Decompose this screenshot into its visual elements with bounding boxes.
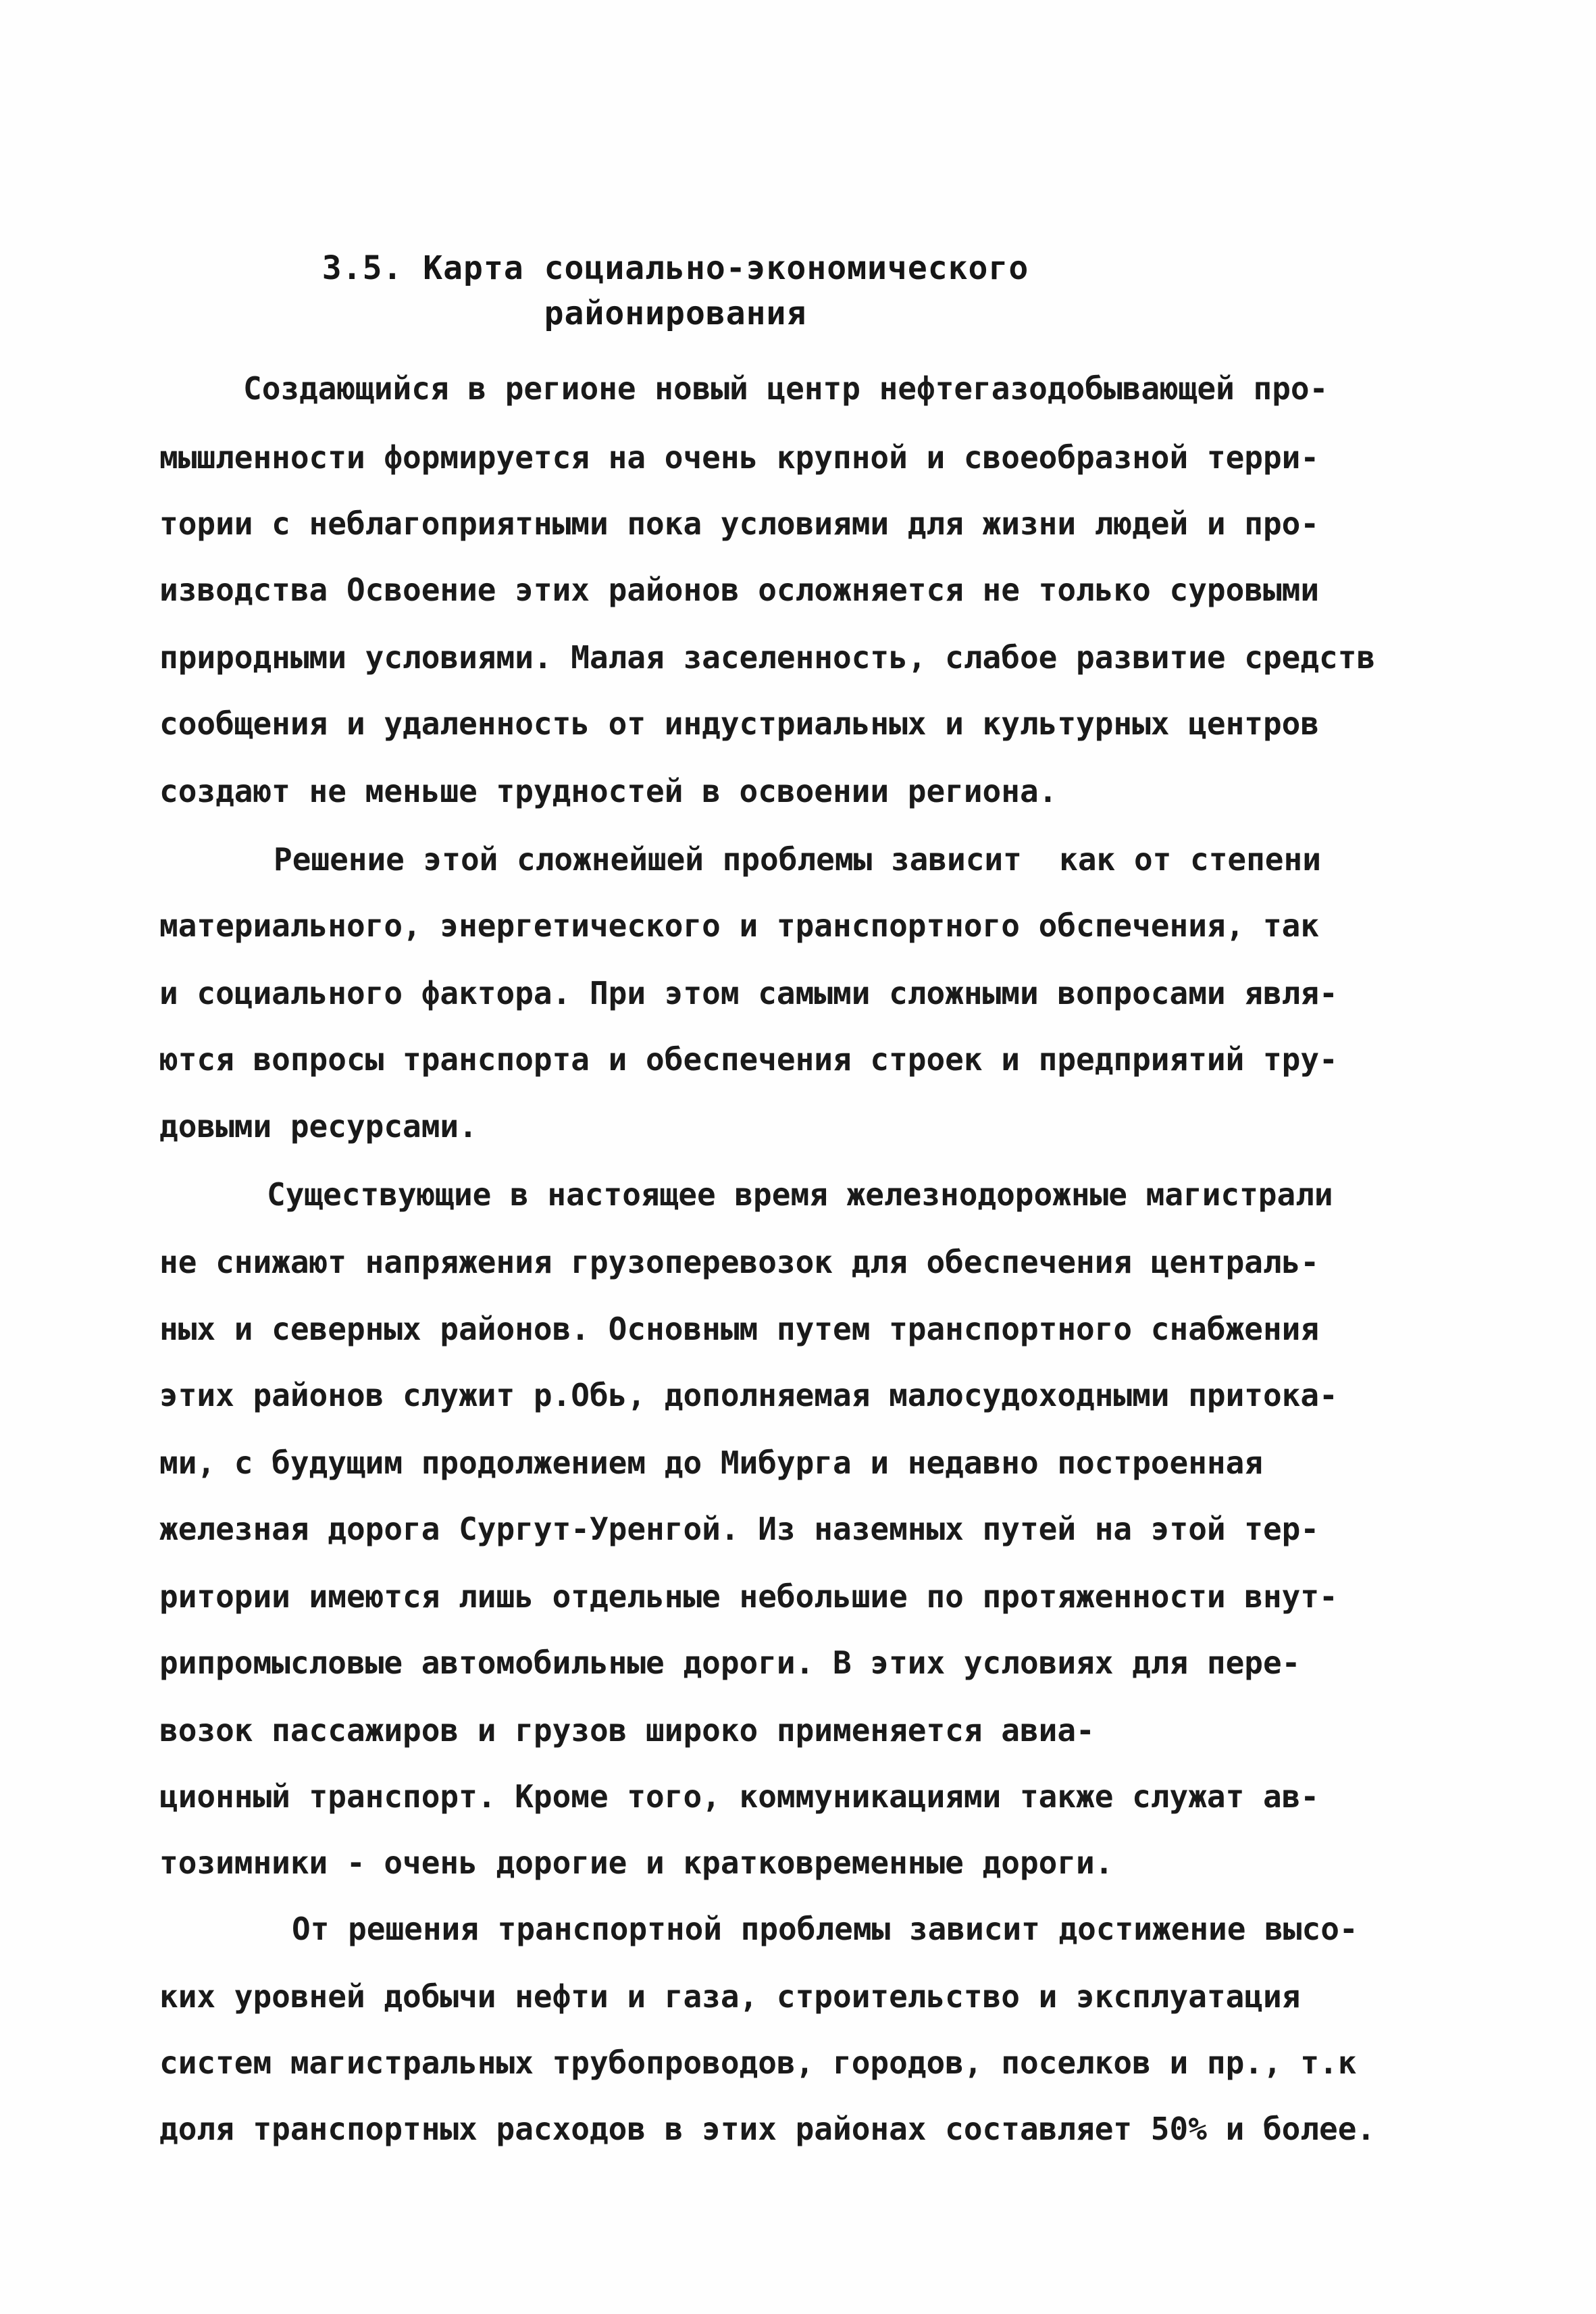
paragraph-line: изводства Освоение этих районов осложняется не только суровыми [159, 572, 1320, 608]
paragraph-line: тории с неблагоприятными пока условиями для жизни людей и про- [159, 505, 1320, 542]
paragraph-line: материального, энергетического и транспортного обспечения, так [159, 907, 1320, 944]
paragraph-line: возок пассажиров и грузов широко применяется авиа- [159, 1712, 1095, 1749]
section-heading-line-2: районирования [544, 295, 807, 332]
paragraph-line: рипромысловые автомобильные дороги. В этих условиях для пере- [159, 1644, 1301, 1681]
paragraph-line: ных и северных районов. Основным путем транспортного снабжения [159, 1311, 1320, 1347]
paragraph-line: железная дорога Сургут-Уренгой. Из наземных путей на этой тер- [159, 1511, 1320, 1547]
paragraph-line: доля транспортных расходов в этих районах составляет 50% и более. [159, 2111, 1376, 2147]
paragraph-line: природными условиями. Малая заселенность, слабое развитие средств [159, 639, 1376, 676]
paragraph-line: мышленности формируется на очень крупной и своеобразной терри- [159, 439, 1320, 476]
paragraph-line: не снижают напряжения грузоперевозок для обеспечения централь- [159, 1244, 1320, 1280]
paragraph-line: ких уровней добычи нефти и газа, строительство и эксплуатация [159, 1978, 1301, 2015]
paragraph-line: ми, с будущим продолжением до Мибурга и недавно построенная [159, 1444, 1263, 1481]
paragraph-line: Создающийся в регионе новый центр нефтегазодобывающей про- [243, 370, 1329, 407]
paragraph-line: создают не меньше трудностей в освоении региона. [159, 773, 1058, 809]
paragraph-line: Существующие в настоящее время железнодорожные магистрали [267, 1176, 1333, 1213]
section-heading-line-1: 3.5. Карта социально-экономического [321, 249, 1029, 287]
paragraph-line: ются вопросы транспорта и обеспечения строек и предприятий тру- [159, 1041, 1338, 1078]
paragraph-line: систем магистральных трубопроводов, городов, поселков и пр., т.к [159, 2044, 1357, 2081]
paragraph-line: тозимники - очень дорогие и кратковременные дороги. [159, 1844, 1114, 1881]
paragraph-line: Решение этой сложнейшей проблемы зависит как от степени [274, 841, 1321, 878]
paragraph-line: ционный транспорт. Кроме того, коммуникациями также служат ав- [159, 1778, 1320, 1815]
paragraph-line: этих районов служит р.Обь, дополняемая малосудоходными притока- [159, 1377, 1338, 1413]
paragraph-line: От решения транспортной проблемы зависит достижение высо- [292, 1911, 1358, 1947]
paragraph-line: ритории имеются лишь отдельные небольшие по протяженности внут- [159, 1578, 1338, 1615]
paragraph-line: и социального фактора. При этом самыми сложными вопросами явля- [159, 975, 1338, 1011]
paragraph-line: сообщения и удаленность от индустриальных и культурных центров [159, 705, 1320, 742]
paragraph-line: довыми ресурсами. [159, 1108, 478, 1145]
